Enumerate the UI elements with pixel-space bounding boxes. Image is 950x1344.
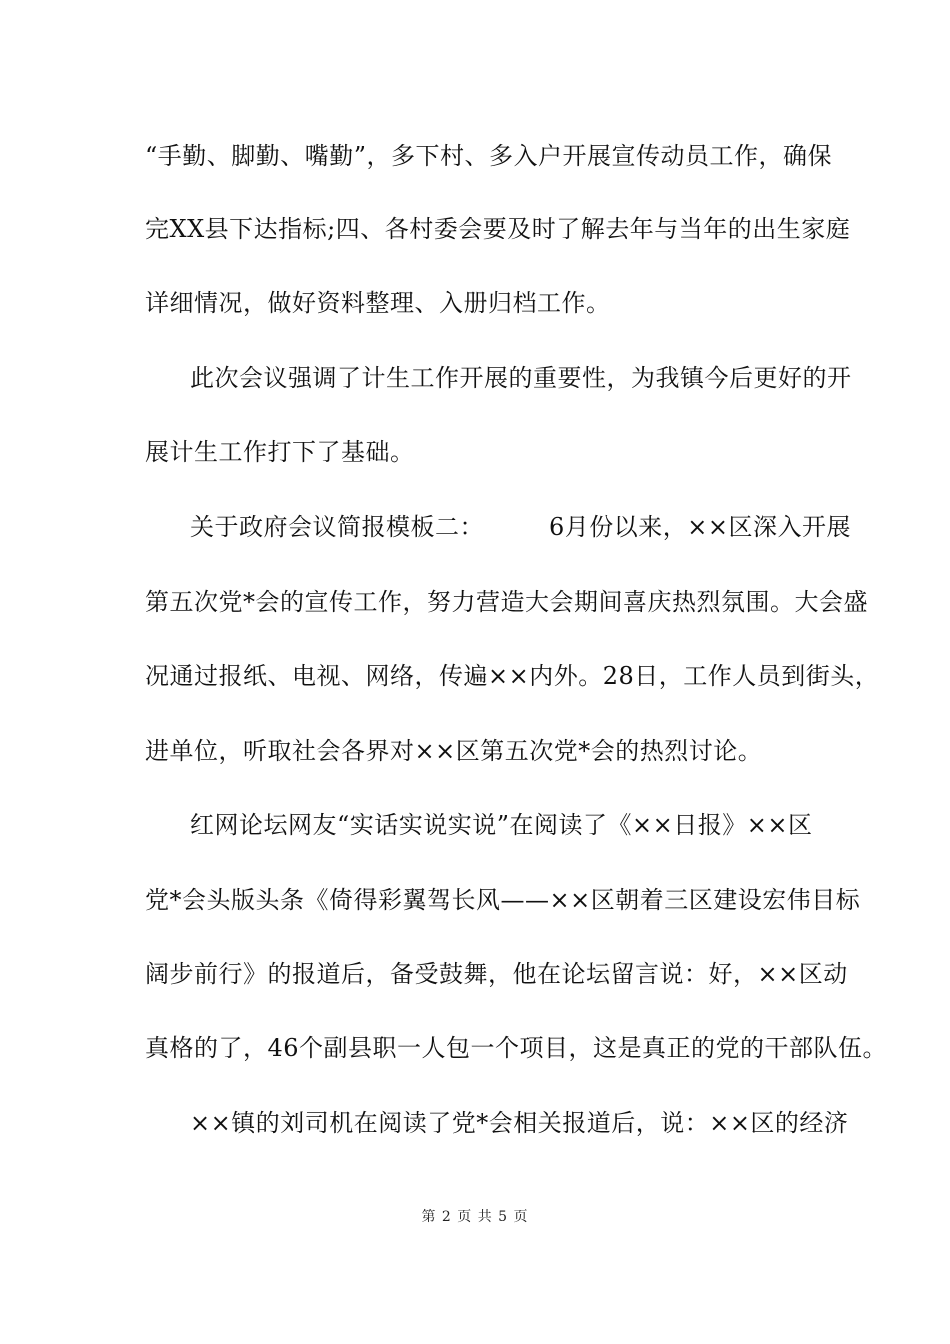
text-line-12: 阔步前行》的报道后，备受鼓舞，他在论坛留言说：好，××区动 [145, 960, 848, 988]
text-line-8: 况通过报纸、电视、网络，传遍××内外。28日，工作人员到街头， [145, 662, 880, 690]
text-line-13: 真格的了，46个副县职一人包一个项目，这是真正的党的干部队伍。 [145, 1034, 888, 1062]
text-line-14: ××镇的刘司机在阅读了党*会相关报道后，说：××区的经济 [190, 1109, 849, 1137]
text-line-9: 进单位，听取社会各界对××区第五次党*会的热烈讨论。 [145, 737, 763, 765]
text-line-3: 详细情况，做好资料整理、入册归档工作。 [145, 289, 611, 317]
text-line-11: 党*会头版头条《倚得彩翼驾长风——××区朝着三区建设宏伟目标 [145, 886, 861, 914]
page-footer: 第 2 页 共 5 页 [421, 1209, 529, 1225]
text-line-5: 展计生工作打下了基础。 [145, 438, 415, 466]
text-line-1: “手勤、脚勤、嘴勤”，多下村、多入户开展宣传动员工作，确保 [145, 142, 833, 170]
text-line-10: 红网论坛网友“实话实说实说”在阅读了《××日报》××区 [190, 811, 813, 839]
text-line-4: 此次会议强调了计生工作开展的重要性，为我镇今后更好的开 [190, 364, 852, 392]
text-line-6: 关于政府会议简报模板二： 6月份以来，××区深入开展 [190, 513, 852, 541]
text-line-7: 第五次党*会的宣传工作，努力营造大会期间喜庆热烈氛围。大会盛 [145, 588, 868, 616]
text-line-2: 完XX县下达指标;四、各村委会要及时了解去年与当年的出生家庭 [145, 215, 851, 243]
